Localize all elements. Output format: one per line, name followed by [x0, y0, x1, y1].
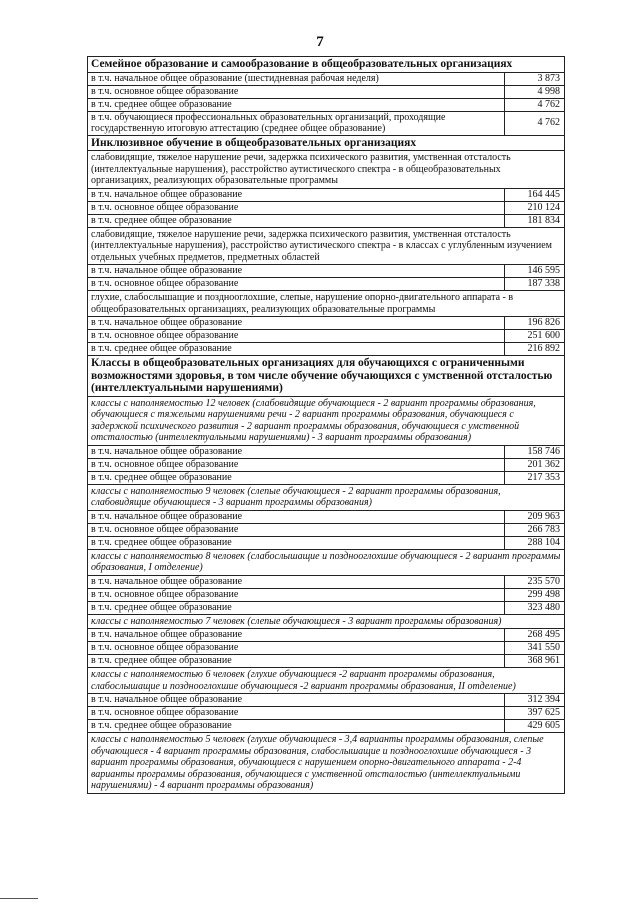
section-header: Инклюзивное обучение в общеобразовательных организациях: [88, 135, 565, 151]
row-value: 4 762: [505, 98, 565, 111]
row-label: в т.ч. начальное общее образование: [88, 629, 505, 642]
row-label: в т.ч. основное общее образование: [88, 458, 505, 471]
row-value: 312 394: [505, 694, 565, 707]
row-value: 196 826: [505, 317, 565, 330]
class-note-row: [88, 484, 565, 510]
row-label: в т.ч. среднее общее образование: [88, 655, 505, 668]
table-row: [88, 707, 565, 720]
table-row: [88, 72, 565, 85]
table-row: [88, 214, 565, 227]
row-value: 4 762: [505, 111, 565, 135]
category-description: глухие, слабослышащие и позднооглохшие, слепые, нарушение опорно-двигательного аппарата - в общеобразовательных организациях, реализующих образовательные программы: [88, 291, 565, 317]
table-row: [88, 629, 565, 642]
class-note-row: [88, 549, 565, 575]
row-value: 158 746: [505, 445, 565, 458]
section-header-row: [88, 57, 565, 73]
row-label: в т.ч. основное общее образование: [88, 523, 505, 536]
table-row: [88, 265, 565, 278]
row-value: 216 892: [505, 343, 565, 356]
category-description-row: [88, 151, 565, 189]
row-value: 181 834: [505, 214, 565, 227]
row-value: 268 495: [505, 629, 565, 642]
table-row: [88, 471, 565, 484]
row-value: 429 605: [505, 720, 565, 733]
class-note-row: [88, 733, 565, 794]
table-row: [88, 523, 565, 536]
row-label: в т.ч. среднее общее образование: [88, 471, 505, 484]
table-row: [88, 510, 565, 523]
section-header-row: [88, 135, 565, 151]
row-value: 299 498: [505, 588, 565, 601]
row-label: в т.ч. начальное общее образование: [88, 265, 505, 278]
class-note-row: [88, 396, 565, 445]
row-label: в т.ч. начальное общее образование: [88, 510, 505, 523]
table-row: [88, 111, 565, 135]
class-note: классы с наполняемостью 8 человек (слабослышащие и позднооглохшие обучающиеся - 2 вариант программы образования, I отделение): [88, 549, 565, 575]
table-body: [88, 57, 565, 794]
table-row: [88, 98, 565, 111]
section-header: Семейное образование и самообразование в общеобразовательных организациях: [88, 57, 565, 73]
table-row: [88, 445, 565, 458]
category-description: слабовидящие, тяжелое нарушение речи, задержка психического развития, умственная отсталость (интеллектуальные нарушения), расстройство аутистического спектра - в классах с углубленным изучением отдельных учебных предметов, предметных областей: [88, 227, 565, 265]
section-header: Классы в общеобразовательных организациях для обучающихся с ограниченными возможностями здоровья, в том числе обучение обучающихся с умственной отсталостью (интеллектуальными нарушениями): [88, 356, 565, 397]
table-row: [88, 536, 565, 549]
row-value: 217 353: [505, 471, 565, 484]
row-value: 397 625: [505, 707, 565, 720]
row-label: в т.ч. среднее общее образование: [88, 720, 505, 733]
table-row: [88, 694, 565, 707]
category-description: слабовидящие, тяжелое нарушение речи, задержка психического развития, умственная отсталость (интеллектуальные нарушения), расстройство аутистического спектра - в общеобразовательных организациях, реализующих образовательные программы: [88, 151, 565, 189]
class-note-row: [88, 614, 565, 629]
row-label: в т.ч. среднее общее образование: [88, 536, 505, 549]
row-value: 266 783: [505, 523, 565, 536]
row-value: 210 124: [505, 201, 565, 214]
page-number: 7: [316, 34, 324, 50]
row-value: 3 873: [505, 72, 565, 85]
class-note-row: [88, 668, 565, 694]
row-label: в т.ч. основное общее образование: [88, 330, 505, 343]
row-value: 4 998: [505, 85, 565, 98]
table-row: [88, 330, 565, 343]
row-value: 323 480: [505, 601, 565, 614]
class-note: классы с наполняемостью 7 человек (слепые обучающиеся - 3 вариант программы образования): [88, 614, 565, 629]
row-label: в т.ч. основное общее образование: [88, 707, 505, 720]
row-value: 288 104: [505, 536, 565, 549]
table-row: [88, 343, 565, 356]
row-value: 235 570: [505, 575, 565, 588]
scan-edge-line: [0, 898, 38, 899]
class-note: классы с наполняемостью 9 человек (слепые обучающиеся - 2 вариант программы образования, слабовидящие обучающиеся - 3 вариант программы образования): [88, 484, 565, 510]
row-label: в т.ч. среднее общее образование: [88, 601, 505, 614]
row-label: в т.ч. среднее общее образование: [88, 343, 505, 356]
category-description-row: [88, 291, 565, 317]
table-row: [88, 655, 565, 668]
row-value: 251 600: [505, 330, 565, 343]
row-value: 146 595: [505, 265, 565, 278]
row-value: 341 550: [505, 642, 565, 655]
row-value: 164 445: [505, 188, 565, 201]
class-note: классы с наполняемостью 5 человек (глухие обучающиеся - 3,4 варианты программы образования, слепые обучающиеся - 4 вариант программы образования, слабослышащие и позднооглохшие обучающиеся - 3 вариант программы образования, обучающиеся с нарушением опорно-двигательного аппарата - 2-4 варианты программы образования, обучающиеся с умственной отсталостью (интеллектуальными нарушениями) - 4 вариант программы образования): [88, 733, 565, 794]
table-row: [88, 575, 565, 588]
row-label: в т.ч. начальное общее образование (шестидневная рабочая неделя): [88, 72, 505, 85]
row-value: 209 963: [505, 510, 565, 523]
table-row: [88, 188, 565, 201]
table-row: [88, 642, 565, 655]
row-value: 368 961: [505, 655, 565, 668]
row-label: в т.ч. основное общее образование: [88, 278, 505, 291]
normatives-table: [87, 56, 565, 794]
row-label: в т.ч. основное общее образование: [88, 642, 505, 655]
table-row: [88, 458, 565, 471]
row-label: в т.ч. обучающиеся профессиональных образовательных организаций, проходящие государственную итоговую аттестацию (среднее общее образование): [88, 111, 505, 135]
row-label: в т.ч. среднее общее образование: [88, 214, 505, 227]
row-label: в т.ч. начальное общее образование: [88, 575, 505, 588]
table-row: [88, 278, 565, 291]
row-label: в т.ч. основное общее образование: [88, 85, 505, 98]
category-description-row: [88, 227, 565, 265]
row-label: в т.ч. начальное общее образование: [88, 317, 505, 330]
row-value: 201 362: [505, 458, 565, 471]
table-row: [88, 601, 565, 614]
row-label: в т.ч. основное общее образование: [88, 588, 505, 601]
table-row: [88, 317, 565, 330]
row-label: в т.ч. начальное общее образование: [88, 694, 505, 707]
table-row: [88, 201, 565, 214]
row-label: в т.ч. начальное общее образование: [88, 445, 505, 458]
class-note: классы с наполняемостью 12 человек (слабовидящие обучающиеся - 2 вариант программы образования, обучающиеся с тяжелыми нарушениями речи - 2 вариант программы образования, обучающиеся с задержкой психического развития - 2 вариант программы образования, обучающиеся с умственной отсталостью (интеллектуальными нарушениями) - 3 вариант программы образования): [88, 396, 565, 445]
section-header-row: [88, 356, 565, 397]
row-value: 187 338: [505, 278, 565, 291]
class-note: классы с наполняемостью 6 человек (глухие обучающиеся -2 вариант программы образования, слабослышащие и позднооглохшие обучающиеся -2 вариант программы образования, II отделение): [88, 668, 565, 694]
table-row: [88, 720, 565, 733]
table-row: [88, 85, 565, 98]
table-row: [88, 588, 565, 601]
row-label: в т.ч. начальное общее образование: [88, 188, 505, 201]
row-label: в т.ч. основное общее образование: [88, 201, 505, 214]
row-label: в т.ч. среднее общее образование: [88, 98, 505, 111]
